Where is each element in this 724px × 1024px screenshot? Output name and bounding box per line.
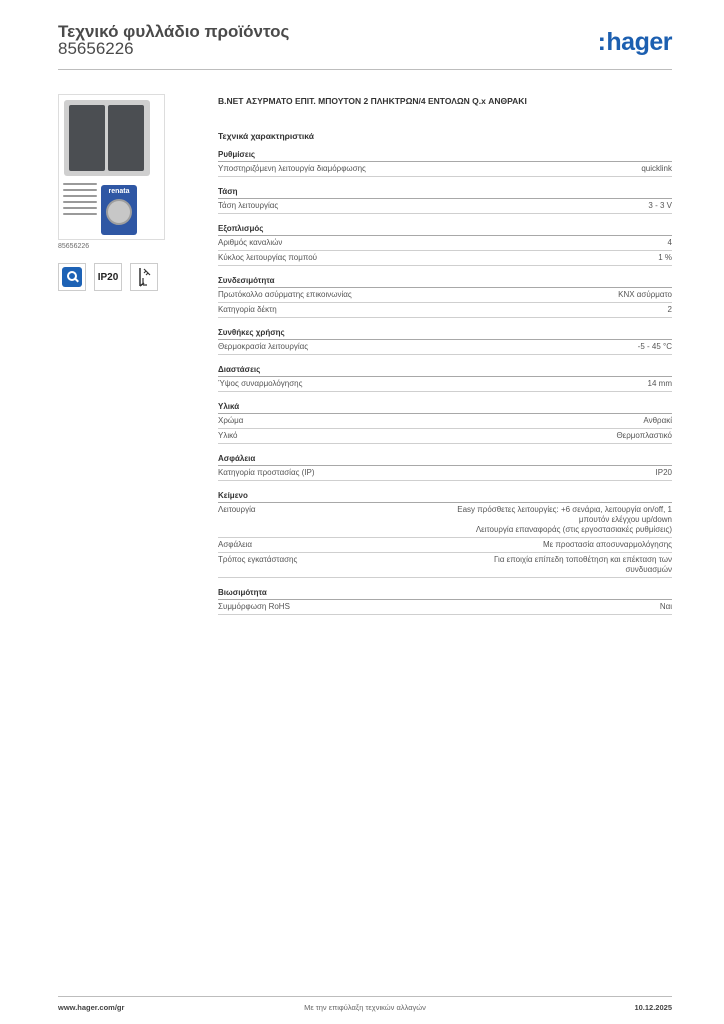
spec-label: Λειτουργία — [218, 505, 256, 514]
product-image — [58, 94, 165, 240]
spec-value — [658, 253, 672, 263]
spec-label: Κύκλος λειτουργίας πομπού — [218, 253, 318, 262]
spec-section — [218, 365, 672, 392]
spec-row — [218, 553, 672, 578]
spec-value-line: -5 - 45 °C — [637, 342, 672, 351]
footer-website: www.hager.com/gr — [58, 1003, 125, 1012]
spec-label: Τρόπος εγκατάστασης — [218, 555, 298, 564]
spec-value — [668, 305, 672, 315]
feature-badges — [58, 263, 165, 291]
spec-section — [218, 224, 672, 266]
spec-value-line: Θερμοπλαστικό — [616, 431, 672, 440]
spec-value — [616, 431, 672, 441]
spec-value-line: 14 mm — [647, 379, 672, 388]
spec-row — [218, 236, 672, 251]
spec-label: Πρωτόκολλο ασύρματης επικοινωνίας — [218, 290, 352, 299]
spec-value-line: Ναι — [659, 602, 672, 611]
spec-row — [218, 414, 672, 429]
spec-value-line: μπουτόν ελέγχου up/down — [578, 515, 672, 524]
product-title: B.NET ΑΣΥΡΜΑΤΟ ΕΠΙΤ. ΜΠΟΥΤΟΝ 2 ΠΛΗΚΤΡΩΝ/4 ΕΝΤΟΛΩΝ Q.x ΑΝΘΡΑΚΙ — [218, 96, 527, 106]
spec-row — [218, 538, 672, 553]
spec-sections — [218, 150, 672, 615]
spec-label: Συμμόρφωση RoHS — [218, 602, 290, 611]
spec-row — [218, 251, 672, 266]
spec-section — [218, 454, 672, 481]
battery-image — [101, 185, 137, 235]
spec-label: Κατηγορία δέκτη — [218, 305, 277, 314]
spec-section — [218, 150, 672, 177]
spec-value-line: Λειτουργία επαναφοράς (στις εργοστασιακές ρυθμίσεις) — [475, 525, 672, 534]
spec-value-line: 1 % — [658, 253, 672, 262]
quicklink-badge — [58, 263, 86, 291]
spec-value-line: Για εποιχία επίπεδη τοποθέτηση και επέκταση των — [493, 555, 672, 564]
page-footer — [58, 996, 672, 1016]
spec-label: Χρώμα — [218, 416, 244, 425]
left-rocker — [69, 105, 105, 171]
spec-label: Κατηγορία προστασίας (IP) — [218, 468, 315, 477]
right-rocker — [108, 105, 144, 171]
spec-value — [643, 416, 672, 426]
spec-value — [543, 540, 672, 550]
section-title: Υλικά — [218, 402, 672, 414]
image-caption: 85656226 — [58, 243, 90, 250]
page-header — [58, 20, 672, 70]
spec-value-line: 4 — [667, 238, 672, 247]
spec-value — [641, 164, 672, 174]
section-title: Κείμενο — [218, 491, 672, 503]
section-title: Συνθήκες χρήσης — [218, 328, 672, 340]
spec-label: Αριθμός καναλιών — [218, 238, 283, 247]
spec-section — [218, 402, 672, 444]
logo-text: hager — [606, 28, 672, 56]
spec-value — [648, 379, 672, 389]
spec-label: Ύψος συναρμολόγησης — [218, 379, 303, 388]
section-title: Συνδεσιμότητα — [218, 276, 672, 288]
screws-image — [63, 183, 97, 225]
section-title: Διαστάσεις — [218, 365, 672, 377]
spec-section — [218, 588, 672, 615]
spec-value — [457, 505, 672, 535]
spec-value — [668, 238, 672, 248]
spec-label: Υποστηριζόμενη λειτουργία διαμόρφωσης — [218, 164, 366, 173]
product-number: 85656226 — [58, 39, 134, 58]
spec-section — [218, 187, 672, 214]
spec-value-line: 2 — [667, 305, 672, 314]
spec-value — [618, 290, 672, 300]
spec-label: Υλικό — [218, 431, 238, 440]
spec-row — [218, 340, 672, 355]
spec-row — [218, 288, 672, 303]
ip20-badge — [94, 263, 122, 291]
product-sidebar — [58, 94, 165, 291]
spec-section — [218, 276, 672, 318]
spec-label: Τάση λειτουργίας — [218, 201, 279, 210]
coin-cell — [106, 199, 132, 225]
spec-row — [218, 429, 672, 444]
spec-label: Θερμοκρασία λειτουργίας — [218, 342, 309, 351]
spec-value-line: Ανθρακί — [643, 416, 672, 425]
spec-value — [656, 468, 672, 478]
spec-row — [218, 466, 672, 481]
spec-section — [218, 328, 672, 355]
spec-value-line: Με προστασία αποσυναρμολόγησης — [542, 540, 672, 549]
spec-value — [638, 342, 672, 352]
spec-row — [218, 162, 672, 177]
installation-badge — [130, 263, 158, 291]
spec-row — [218, 199, 672, 214]
section-title: Τάση — [218, 187, 672, 199]
section-title: Βιωσιμότητα — [218, 588, 672, 600]
spec-value-line: Easy πρόσθετες λειτουργίες: +6 σενάρια, λειτουργία on/off, 1 — [457, 505, 672, 514]
spec-value — [660, 602, 672, 612]
hager-logo: :hager — [597, 28, 672, 56]
spec-row — [218, 377, 672, 392]
spec-value-line: 3 - 3 V — [648, 201, 672, 210]
spec-value — [494, 555, 672, 575]
section-title: Ρυθμίσεις — [218, 150, 672, 162]
spec-value — [648, 201, 672, 211]
footer-date: 10.12.2025 — [634, 1003, 672, 1012]
section-title: Ασφάλεια — [218, 454, 672, 466]
spec-value-line: συνδυασμών — [625, 565, 672, 574]
section-title: Εξοπλισμός — [218, 224, 672, 236]
spec-section — [218, 491, 672, 578]
battery-brand: renata — [108, 188, 130, 195]
spec-row — [218, 600, 672, 615]
spec-value-line: quicklink — [641, 164, 672, 173]
quicklink-icon — [62, 267, 82, 287]
technical-characteristics-heading: Τεχνικά χαρακτηριστικά — [218, 131, 314, 141]
spec-value-line: IP20 — [655, 468, 672, 477]
push-button-switch-image — [64, 100, 150, 176]
spec-row — [218, 303, 672, 318]
installation-icon — [134, 266, 154, 288]
footer-note: Με την επιφύλαξη τεχνικών αλλαγών — [304, 1003, 426, 1012]
specifications — [218, 96, 672, 625]
ip-rating-label: IP20 — [97, 271, 119, 283]
document-title: Τεχνικό φυλλάδιο προϊόντος — [58, 22, 290, 41]
spec-row — [218, 503, 672, 538]
spec-label: Ασφάλεια — [218, 540, 253, 549]
spec-value-line: KNX ασύρματο — [618, 290, 672, 299]
